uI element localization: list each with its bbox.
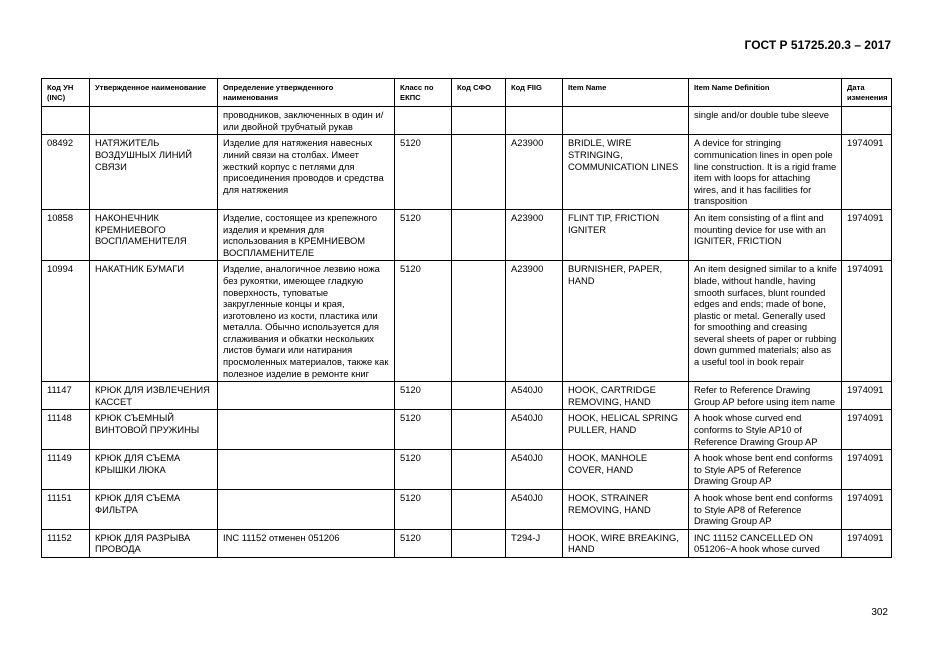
- cell-ekps: 5120: [395, 410, 452, 450]
- col-header-ekps: Класс по ЕКПС: [395, 79, 452, 107]
- cell-date: 1974091: [842, 490, 892, 530]
- table-row: [42, 382, 892, 410]
- cell-approved-name: НАКАТНИК БУМАГИ: [90, 261, 218, 382]
- cell-item-name-definition: An item consisting of a flint and mounting device for use with an IGNITER, FRICTION: [689, 209, 842, 260]
- cell-sfo: [452, 529, 506, 557]
- cell-fiig: A23900: [506, 135, 563, 210]
- col-header-approved-name: Утвержденное наименование: [90, 79, 218, 107]
- header-row: [42, 79, 892, 107]
- cell-fiig: [506, 107, 563, 135]
- cell-item-name-definition: A device for stringing communication lines in open pole line construction. It is a rigid frame item with loops for attaching wires, and it has facilities for transposition: [689, 135, 842, 210]
- cell-definition: Изделие, аналогичное лезвию ножа без рукоятки, имеющее гладкую поверхность, туповатые закругленные концы и края, изготовлено из кости, пластика или металла. Обычно используется для сглаживания и обкатки нескольких листов бумаги или натирания просмоленных материалов, также как полезное изделие в ремонте книг: [218, 261, 395, 382]
- cell-approved-name: КРЮК ДЛЯ СЪЕМА ФИЛЬТРА: [90, 490, 218, 530]
- cell-item-name-definition: A hook whose bent end conforms to Style AP8 of Reference Drawing Group AP: [689, 490, 842, 530]
- col-header-sfo: Код СФО: [452, 79, 506, 107]
- cell-item-name-definition: A hook whose bent end conforms to Style AP5 of Reference Drawing Group AP: [689, 450, 842, 490]
- cell-date: 1974091: [842, 382, 892, 410]
- cell-item-name-definition: A hook whose curved end conforms to Style AP10 of Reference Drawing Group AP: [689, 410, 842, 450]
- cell-approved-name: КРЮК ДЛЯ СЪЕМА КРЫШКИ ЛЮКА: [90, 450, 218, 490]
- table-body: [42, 107, 892, 558]
- col-header-item-name: Item Name: [563, 79, 689, 107]
- table-row: [42, 410, 892, 450]
- cell-ekps: 5120: [395, 529, 452, 557]
- cell-definition: Изделие, состоящее из крепежного изделия и кремния для использования в КРЕМНИЕВОМ ВОСПЛАМЕНИТЕЛЕ: [218, 209, 395, 260]
- cell-item-name: [563, 107, 689, 135]
- cell-ekps: 5120: [395, 135, 452, 210]
- cell-fiig: T294-J: [506, 529, 563, 557]
- cell-approved-name: НАТЯЖИТЕЛЬ ВОЗДУШНЫХ ЛИНИЙ СВЯЗИ: [90, 135, 218, 210]
- cell-approved-name: КРЮК СЪЕМНЫЙ ВИНТОВОЙ ПРУЖИНЫ: [90, 410, 218, 450]
- cell-approved-name: КРЮК ДЛЯ РАЗРЫВА ПРОВОДА: [90, 529, 218, 557]
- table-row: [42, 209, 892, 260]
- page-number: 302: [871, 607, 888, 618]
- cell-item-name: BURNISHER, PAPER, HAND: [563, 261, 689, 382]
- cell-approved-name: КРЮК ДЛЯ ИЗВЛЕЧЕНИЯ КАССЕТ: [90, 382, 218, 410]
- cell-item-name: FLINT TIP, FRICTION IGNITER: [563, 209, 689, 260]
- cell-sfo: [452, 450, 506, 490]
- table-row: [42, 261, 892, 382]
- cell-item-name: HOOK, MANHOLE COVER, HAND: [563, 450, 689, 490]
- cell-inc: 11149: [42, 450, 90, 490]
- cell-inc: 11152: [42, 529, 90, 557]
- cell-sfo: [452, 107, 506, 135]
- items-table: [41, 78, 892, 558]
- table-row: [42, 529, 892, 557]
- col-header-item-name-definition: Item Name Definition: [689, 79, 842, 107]
- cell-ekps: 5120: [395, 382, 452, 410]
- cell-definition: [218, 490, 395, 530]
- cell-date: 1974091: [842, 261, 892, 382]
- cell-sfo: [452, 135, 506, 210]
- col-header-fiig: Код FIIG: [506, 79, 563, 107]
- cell-fiig: A540J0: [506, 410, 563, 450]
- cell-inc: 11151: [42, 490, 90, 530]
- cell-fiig: A23900: [506, 209, 563, 260]
- cell-ekps: 5120: [395, 490, 452, 530]
- cell-inc: 11148: [42, 410, 90, 450]
- cell-sfo: [452, 209, 506, 260]
- cell-definition: [218, 450, 395, 490]
- cell-inc: 10994: [42, 261, 90, 382]
- cell-date: 1974091: [842, 209, 892, 260]
- cell-ekps: 5120: [395, 209, 452, 260]
- cell-inc: [42, 107, 90, 135]
- cell-approved-name: [90, 107, 218, 135]
- cell-inc: 11147: [42, 382, 90, 410]
- table-row: [42, 135, 892, 210]
- cell-definition: INC 11152 отменен 051206: [218, 529, 395, 557]
- cell-date: 1974091: [842, 450, 892, 490]
- cell-definition: [218, 410, 395, 450]
- cell-date: [842, 107, 892, 135]
- cell-fiig: A23900: [506, 261, 563, 382]
- cell-fiig: A540J0: [506, 382, 563, 410]
- cell-item-name-definition: Refer to Reference Drawing Group AP before using item name: [689, 382, 842, 410]
- cell-date: 1974091: [842, 529, 892, 557]
- cell-ekps: [395, 107, 452, 135]
- cell-approved-name: НАКОНЕЧНИК КРЕМНИЕВОГО ВОСПЛАМЕНИТЕЛЯ: [90, 209, 218, 260]
- cell-date: 1974091: [842, 135, 892, 210]
- cell-definition: проводников, заключенных в один и/или двойной трубчатый рукав: [218, 107, 395, 135]
- cell-ekps: 5120: [395, 450, 452, 490]
- cell-inc: 08492: [42, 135, 90, 210]
- cell-sfo: [452, 410, 506, 450]
- table-row: [42, 450, 892, 490]
- cell-sfo: [452, 382, 506, 410]
- cell-item-name: HOOK, HELICAL SPRING PULLER, HAND: [563, 410, 689, 450]
- cell-item-name-definition: INC 11152 CANCELLED ON 051206~A hook whose curved: [689, 529, 842, 557]
- cell-item-name: BRIDLE, WIRE STRINGING, COMMUNICATION LINES: [563, 135, 689, 210]
- cell-date: 1974091: [842, 410, 892, 450]
- cell-item-name-definition: An item designed similar to a knife blade, without handle, having smooth surfaces, blunt rounded edges and ends; made of bone, plastic or metal. Generally used for smoothing and creasing several sheets of paper or rubbing down gummed materials; also as a useful tool in book repair: [689, 261, 842, 382]
- cell-item-name: HOOK, WIRE BREAKING, HAND: [563, 529, 689, 557]
- col-header-definition: Определение утвержденного наименования: [218, 79, 395, 107]
- col-header-inc: Код УН (INC): [42, 79, 90, 107]
- cell-item-name-definition: single and/or double tube sleeve: [689, 107, 842, 135]
- cell-inc: 10858: [42, 209, 90, 260]
- cell-sfo: [452, 261, 506, 382]
- cell-ekps: 5120: [395, 261, 452, 382]
- document-header: ГОСТ Р 51725.20.3 – 2017: [744, 38, 891, 52]
- cell-item-name: HOOK, CARTRIDGE REMOVING, HAND: [563, 382, 689, 410]
- table-row: [42, 107, 892, 135]
- cell-fiig: A540J0: [506, 490, 563, 530]
- table-row: [42, 490, 892, 530]
- cell-definition: [218, 382, 395, 410]
- cell-item-name: HOOK, STRAINER REMOVING, HAND: [563, 490, 689, 530]
- cell-sfo: [452, 490, 506, 530]
- cell-fiig: A540J0: [506, 450, 563, 490]
- cell-definition: Изделие для натяжения навесных линий связи на столбах. Имеет жесткий корпус с петлями для присоединения проводов и средства для натяжения: [218, 135, 395, 210]
- col-header-date: Дата изменения: [842, 79, 892, 107]
